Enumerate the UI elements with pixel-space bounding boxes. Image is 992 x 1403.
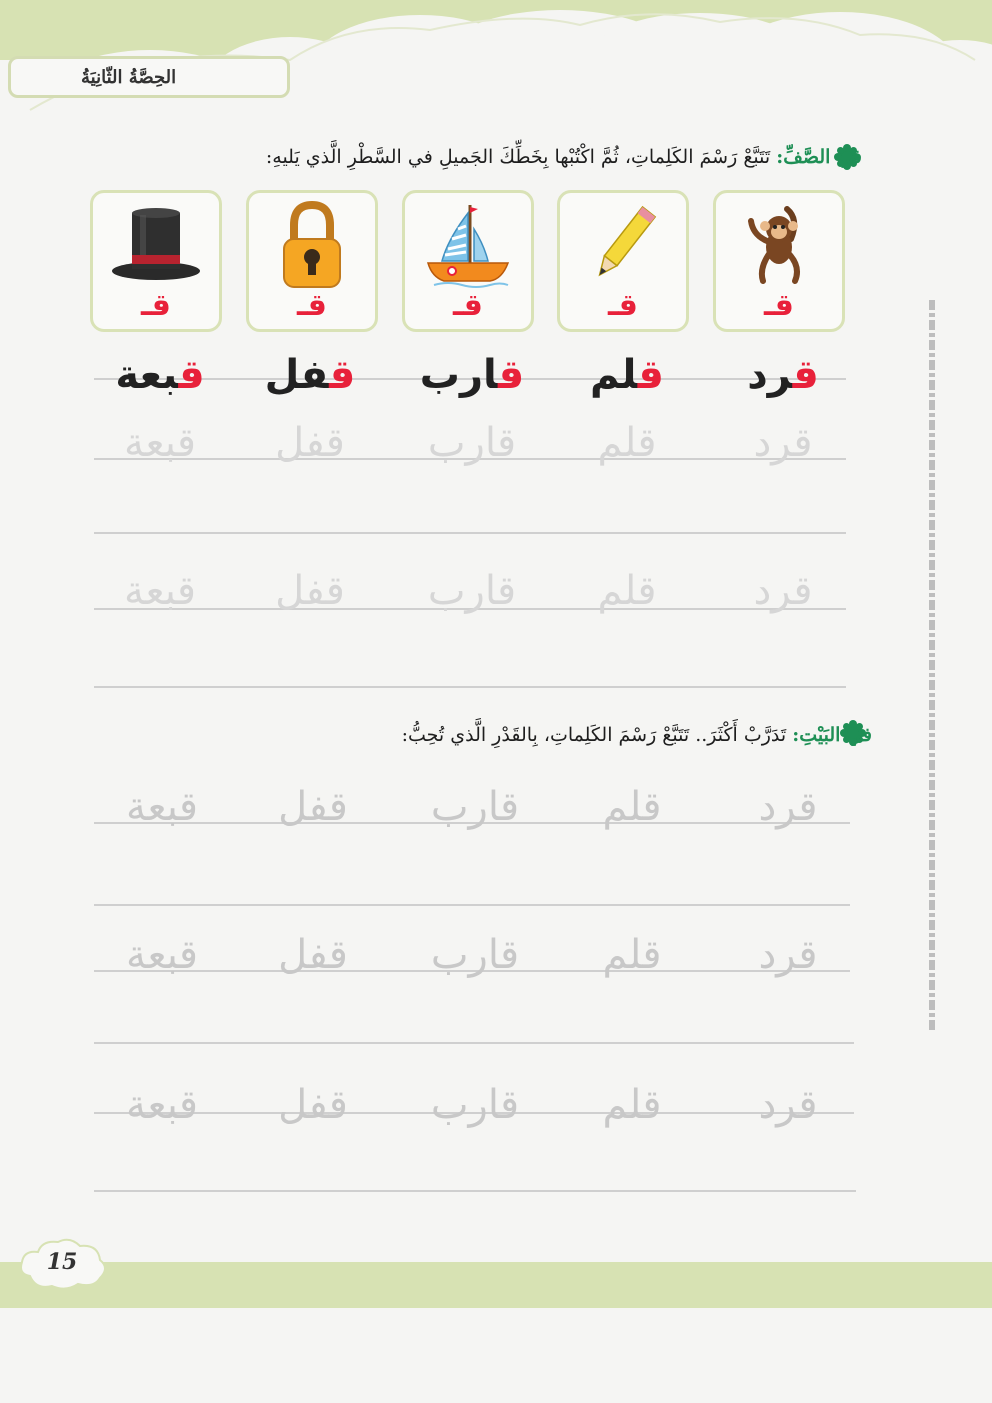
monkey-icon bbox=[729, 199, 829, 291]
trace-word: قلم bbox=[597, 420, 657, 466]
writing-line bbox=[94, 532, 846, 534]
model-word-qubaa: قبعة bbox=[115, 352, 205, 398]
home-instruction-label: في البَيْتِ: bbox=[792, 724, 872, 746]
model-word-qarib: قارب bbox=[419, 352, 525, 398]
trace-word: قرد bbox=[753, 568, 813, 614]
trace-word: قرد bbox=[753, 420, 813, 466]
card-pencil bbox=[557, 190, 689, 332]
lesson-title-tab bbox=[8, 56, 290, 98]
trace-word: قارب bbox=[430, 932, 520, 978]
trace-word: قبعة bbox=[124, 568, 196, 614]
trace-word: قارب bbox=[430, 784, 520, 830]
hat-icon bbox=[106, 199, 206, 291]
trace-word: قرد bbox=[758, 784, 818, 830]
trace-word: قفل bbox=[278, 784, 348, 830]
model-word-qalam: قلم bbox=[590, 352, 664, 398]
page-number-badge bbox=[16, 1236, 108, 1292]
pencil-icon bbox=[573, 199, 673, 291]
card-letter: قـ bbox=[297, 288, 327, 323]
home-instruction bbox=[402, 724, 872, 746]
page-number: 15 bbox=[46, 1249, 78, 1275]
class-instruction-label: في الصَّفِّ: bbox=[776, 146, 862, 168]
card-letter: قـ bbox=[608, 288, 638, 323]
trace-word: قفل bbox=[275, 568, 345, 614]
card-letter: قـ bbox=[764, 288, 794, 323]
trace-word: قرد bbox=[758, 1082, 818, 1128]
trace-word: قفل bbox=[278, 1082, 348, 1128]
trace-word: قلم bbox=[597, 568, 657, 614]
trace-word: قفل bbox=[275, 420, 345, 466]
card-letter: قـ bbox=[453, 288, 483, 323]
trace-word: قرد bbox=[758, 932, 818, 978]
lesson-title: الحِصَّةُ الثّانِيَةُ bbox=[81, 67, 177, 88]
writing-line bbox=[94, 904, 850, 906]
home-instruction-text: تَدَرَّبْ أَكْثَرَ.. تَتَبَّعْ رَسْمَ الكَلِماتِ، بِالقَدْرِ الَّذي تُحِبُّ: bbox=[401, 724, 787, 746]
lock-icon bbox=[262, 199, 362, 291]
class-instruction-text: تَتَبَّعْ رَسْمَ الكَلِماتِ، ثُمَّ اكْتُبْها بِخَطِّكَ الجَميلِ في السَّطْرِ الَّذي يَليهِ: bbox=[265, 146, 771, 168]
footer-band bbox=[0, 1262, 992, 1308]
trace-word: قارب bbox=[430, 1082, 520, 1128]
writing-line bbox=[94, 1042, 854, 1044]
class-instruction bbox=[266, 146, 862, 168]
trace-word: قارب bbox=[427, 568, 517, 614]
trace-word: قبعة bbox=[126, 784, 198, 830]
boat-icon bbox=[418, 199, 518, 291]
trace-word: قبعة bbox=[126, 1082, 198, 1128]
trace-word: قلم bbox=[602, 1082, 662, 1128]
card-hat bbox=[90, 190, 222, 332]
trace-word: قبعة bbox=[124, 420, 196, 466]
model-word-qird: قرد bbox=[747, 352, 819, 398]
card-lock bbox=[246, 190, 378, 332]
trace-word: قبعة bbox=[126, 932, 198, 978]
card-boat bbox=[402, 190, 534, 332]
copyright-notice-decoration bbox=[917, 300, 947, 1030]
trace-word: قلم bbox=[602, 784, 662, 830]
card-monkey bbox=[713, 190, 845, 332]
card-letter: قـ bbox=[141, 288, 171, 323]
trace-word: قفل bbox=[278, 932, 348, 978]
writing-line bbox=[94, 686, 846, 688]
trace-word: قلم bbox=[602, 932, 662, 978]
writing-line bbox=[94, 1190, 856, 1192]
model-word-qifl: قفل bbox=[264, 352, 356, 398]
trace-word: قارب bbox=[427, 420, 517, 466]
